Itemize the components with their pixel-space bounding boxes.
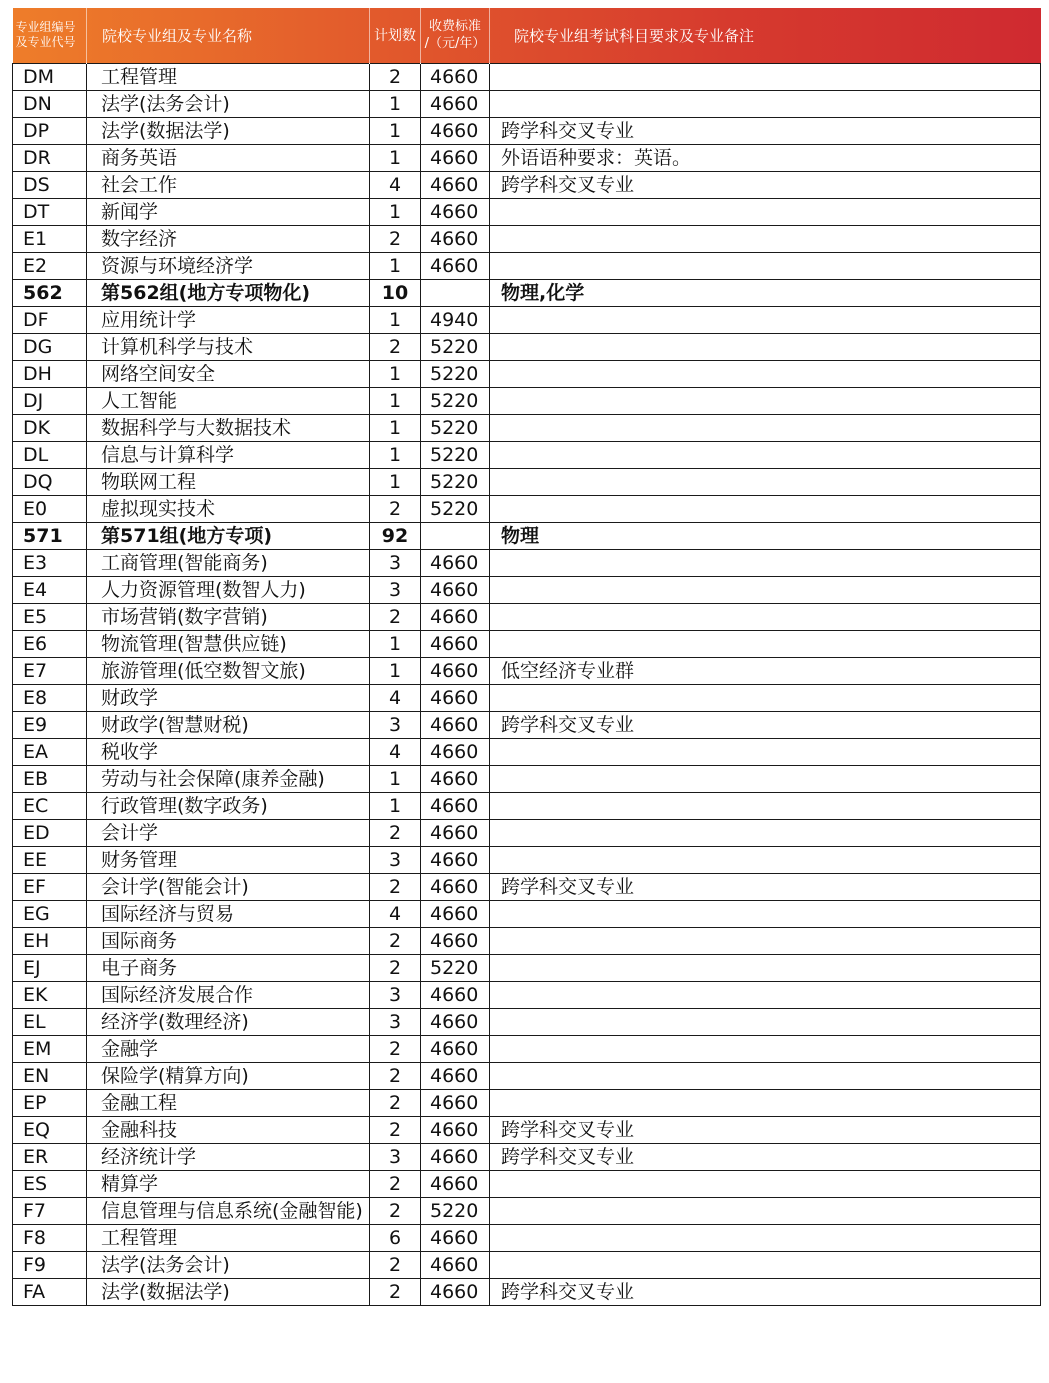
- cell-code: EK: [13, 981, 87, 1008]
- cell-name: 行政管理(数字政务): [87, 792, 370, 819]
- table-row: [13, 225, 1041, 252]
- cell-note: [490, 306, 1041, 333]
- cell-code: E6: [13, 630, 87, 657]
- cell-name: 法学(法务会计): [87, 90, 370, 117]
- cell-note: 物理: [490, 522, 1041, 549]
- cell-plan: 3: [370, 549, 421, 576]
- cell-name: 新闻学: [87, 198, 370, 225]
- cell-name: 法学(数据法学): [87, 117, 370, 144]
- cell-fee: 4660: [421, 90, 490, 117]
- cell-plan: 2: [370, 63, 421, 90]
- cell-plan: 2: [370, 1116, 421, 1143]
- cell-name: 金融工程: [87, 1089, 370, 1116]
- cell-name: 财务管理: [87, 846, 370, 873]
- cell-note: [490, 819, 1041, 846]
- cell-note: [490, 792, 1041, 819]
- table-row: [13, 1116, 1041, 1143]
- table-row: [13, 1008, 1041, 1035]
- cell-fee: 5220: [421, 387, 490, 414]
- cell-code: DS: [13, 171, 87, 198]
- cell-fee: 4660: [421, 1278, 490, 1305]
- cell-code: DG: [13, 333, 87, 360]
- cell-code: EL: [13, 1008, 87, 1035]
- cell-plan: 1: [370, 90, 421, 117]
- cell-name: 数字经济: [87, 225, 370, 252]
- table-row: [13, 90, 1041, 117]
- cell-fee: 4660: [421, 1035, 490, 1062]
- cell-code: 562: [13, 279, 87, 306]
- cell-fee: 4660: [421, 1008, 490, 1035]
- table-row: [13, 468, 1041, 495]
- cell-plan: 2: [370, 873, 421, 900]
- cell-plan: 1: [370, 414, 421, 441]
- cell-fee: 4660: [421, 657, 490, 684]
- cell-plan: 1: [370, 252, 421, 279]
- table-row: [13, 738, 1041, 765]
- cell-code: EH: [13, 927, 87, 954]
- table-row: [13, 630, 1041, 657]
- cell-plan: 2: [370, 603, 421, 630]
- cell-note: 跨学科交叉专业: [490, 1278, 1041, 1305]
- cell-code: EP: [13, 1089, 87, 1116]
- cell-note: [490, 1089, 1041, 1116]
- header-name: 院校专业组及专业名称: [87, 8, 370, 63]
- cell-note: [490, 927, 1041, 954]
- cell-note: [490, 576, 1041, 603]
- cell-fee: 4660: [421, 63, 490, 90]
- table-row: [13, 684, 1041, 711]
- cell-name: 信息管理与信息系统(金融智能): [87, 1197, 370, 1224]
- cell-plan: 1: [370, 630, 421, 657]
- header-code-line2: 及专业代号: [15, 35, 76, 50]
- cell-plan: 3: [370, 981, 421, 1008]
- cell-code: E3: [13, 549, 87, 576]
- cell-plan: 4: [370, 900, 421, 927]
- cell-name: 金融学: [87, 1035, 370, 1062]
- cell-fee: 4660: [421, 765, 490, 792]
- cell-plan: 2: [370, 1251, 421, 1278]
- cell-name: 国际经济与贸易: [87, 900, 370, 927]
- table-row: [13, 1035, 1041, 1062]
- cell-name: 精算学: [87, 1170, 370, 1197]
- table-row: [13, 711, 1041, 738]
- cell-name: 商务英语: [87, 144, 370, 171]
- table-row: [13, 360, 1041, 387]
- cell-code: EA: [13, 738, 87, 765]
- cell-code: DR: [13, 144, 87, 171]
- cell-note: [490, 1008, 1041, 1035]
- cell-plan: 92: [370, 522, 421, 549]
- cell-note: [490, 1062, 1041, 1089]
- cell-note: [490, 684, 1041, 711]
- cell-plan: 2: [370, 495, 421, 522]
- cell-plan: 3: [370, 1143, 421, 1170]
- cell-plan: 3: [370, 1008, 421, 1035]
- cell-fee: 4660: [421, 144, 490, 171]
- cell-fee: 4660: [421, 117, 490, 144]
- cell-fee: 4660: [421, 900, 490, 927]
- table-row: [13, 414, 1041, 441]
- cell-name: 人工智能: [87, 387, 370, 414]
- cell-name: 工程管理: [87, 1224, 370, 1251]
- cell-fee: 4660: [421, 1062, 490, 1089]
- cell-code: DJ: [13, 387, 87, 414]
- cell-plan: 1: [370, 657, 421, 684]
- table-row: [13, 846, 1041, 873]
- cell-name: 金融科技: [87, 1116, 370, 1143]
- header-fee: [421, 8, 490, 63]
- cell-plan: 2: [370, 1089, 421, 1116]
- table-row: [13, 198, 1041, 225]
- cell-note: [490, 549, 1041, 576]
- cell-fee: 5220: [421, 468, 490, 495]
- cell-plan: 2: [370, 1062, 421, 1089]
- admission-plan-table: [12, 8, 1041, 1306]
- cell-fee: [421, 279, 490, 306]
- cell-note: [490, 603, 1041, 630]
- cell-note: 跨学科交叉专业: [490, 171, 1041, 198]
- cell-fee: [421, 522, 490, 549]
- cell-name: 劳动与社会保障(康养金融): [87, 765, 370, 792]
- cell-fee: 4660: [421, 1143, 490, 1170]
- cell-plan: 4: [370, 171, 421, 198]
- cell-note: [490, 252, 1041, 279]
- cell-plan: 6: [370, 1224, 421, 1251]
- table-row: [13, 900, 1041, 927]
- cell-name: 旅游管理(低空数智文旅): [87, 657, 370, 684]
- cell-fee: 5220: [421, 1197, 490, 1224]
- cell-plan: 2: [370, 1035, 421, 1062]
- table-row: [13, 1143, 1041, 1170]
- cell-code: EQ: [13, 1116, 87, 1143]
- cell-plan: 3: [370, 576, 421, 603]
- cell-code: E2: [13, 252, 87, 279]
- cell-name: 物联网工程: [87, 468, 370, 495]
- cell-fee: 4660: [421, 819, 490, 846]
- header-fee-line2: /（元/年）: [424, 36, 486, 52]
- cell-note: [490, 900, 1041, 927]
- cell-fee: 5220: [421, 414, 490, 441]
- cell-code: E8: [13, 684, 87, 711]
- cell-name: 经济统计学: [87, 1143, 370, 1170]
- cell-plan: 1: [370, 117, 421, 144]
- cell-fee: 4660: [421, 1116, 490, 1143]
- cell-note: [490, 360, 1041, 387]
- table-row: [13, 144, 1041, 171]
- cell-note: 跨学科交叉专业: [490, 873, 1041, 900]
- cell-plan: 4: [370, 684, 421, 711]
- cell-note: [490, 333, 1041, 360]
- cell-code: EM: [13, 1035, 87, 1062]
- cell-note: [490, 90, 1041, 117]
- table-body: [13, 63, 1041, 1305]
- cell-plan: 1: [370, 306, 421, 333]
- admission-plan-table-wrapper: [12, 8, 1040, 1306]
- cell-name: 物流管理(智慧供应链): [87, 630, 370, 657]
- cell-plan: 1: [370, 765, 421, 792]
- table-row: [13, 927, 1041, 954]
- table-row: [13, 657, 1041, 684]
- table-header-row: [13, 8, 1041, 63]
- cell-code: DN: [13, 90, 87, 117]
- cell-code: E1: [13, 225, 87, 252]
- cell-plan: 1: [370, 198, 421, 225]
- cell-fee: 4660: [421, 1170, 490, 1197]
- cell-code: EB: [13, 765, 87, 792]
- cell-note: [490, 954, 1041, 981]
- cell-fee: 4660: [421, 684, 490, 711]
- cell-plan: 3: [370, 711, 421, 738]
- cell-fee: 4660: [421, 711, 490, 738]
- cell-note: [490, 981, 1041, 1008]
- cell-plan: 2: [370, 954, 421, 981]
- cell-fee: 4660: [421, 171, 490, 198]
- cell-code: ED: [13, 819, 87, 846]
- cell-code: 571: [13, 522, 87, 549]
- cell-fee: 4660: [421, 981, 490, 1008]
- cell-name: 网络空间安全: [87, 360, 370, 387]
- table-row: [13, 306, 1041, 333]
- cell-plan: 1: [370, 792, 421, 819]
- cell-fee: 4660: [421, 1224, 490, 1251]
- cell-fee: 4660: [421, 603, 490, 630]
- header-fee-line1: 收费标准: [428, 19, 481, 35]
- cell-note: [490, 630, 1041, 657]
- table-row: [13, 387, 1041, 414]
- cell-name: 税收学: [87, 738, 370, 765]
- table-row: [13, 1170, 1041, 1197]
- cell-fee: 4660: [421, 576, 490, 603]
- cell-name: 保险学(精算方向): [87, 1062, 370, 1089]
- cell-note: 物理,化学: [490, 279, 1041, 306]
- cell-code: DK: [13, 414, 87, 441]
- cell-fee: 5220: [421, 360, 490, 387]
- cell-name: 市场营销(数字营销): [87, 603, 370, 630]
- cell-note: [490, 738, 1041, 765]
- cell-name: 资源与环境经济学: [87, 252, 370, 279]
- cell-code: EF: [13, 873, 87, 900]
- cell-code: DH: [13, 360, 87, 387]
- cell-name: 信息与计算科学: [87, 441, 370, 468]
- cell-fee: 4660: [421, 225, 490, 252]
- cell-name: 第562组(地方专项物化): [87, 279, 370, 306]
- cell-plan: 1: [370, 441, 421, 468]
- cell-note: [490, 63, 1041, 90]
- cell-plan: 1: [370, 387, 421, 414]
- cell-fee: 4660: [421, 1089, 490, 1116]
- table-row: [13, 63, 1041, 90]
- table-row: [13, 954, 1041, 981]
- cell-plan: 2: [370, 225, 421, 252]
- cell-note: 跨学科交叉专业: [490, 117, 1041, 144]
- cell-fee: 4660: [421, 1251, 490, 1278]
- header-plan: 计划数: [370, 8, 421, 63]
- cell-name: 计算机科学与技术: [87, 333, 370, 360]
- cell-note: [490, 468, 1041, 495]
- cell-name: 会计学(智能会计): [87, 873, 370, 900]
- cell-note: 跨学科交叉专业: [490, 711, 1041, 738]
- cell-note: [490, 414, 1041, 441]
- header-code-line1: 专业组编号: [15, 20, 76, 35]
- cell-fee: 4660: [421, 873, 490, 900]
- cell-code: EE: [13, 846, 87, 873]
- cell-fee: 4660: [421, 927, 490, 954]
- cell-name: 应用统计学: [87, 306, 370, 333]
- cell-fee: 4660: [421, 252, 490, 279]
- cell-name: 国际商务: [87, 927, 370, 954]
- cell-note: [490, 198, 1041, 225]
- cell-fee: 4660: [421, 549, 490, 576]
- cell-name: 工商管理(智能商务): [87, 549, 370, 576]
- cell-fee: 4660: [421, 846, 490, 873]
- cell-note: [490, 387, 1041, 414]
- table-row: [13, 873, 1041, 900]
- cell-plan: 2: [370, 1278, 421, 1305]
- cell-code: FA: [13, 1278, 87, 1305]
- table-row: [13, 819, 1041, 846]
- table-row: [13, 441, 1041, 468]
- cell-note: 跨学科交叉专业: [490, 1116, 1041, 1143]
- table-row: [13, 765, 1041, 792]
- cell-name: 国际经济发展合作: [87, 981, 370, 1008]
- table-row: [13, 981, 1041, 1008]
- cell-note: [490, 846, 1041, 873]
- cell-fee: 5220: [421, 495, 490, 522]
- table-row: [13, 603, 1041, 630]
- cell-note: [490, 1251, 1041, 1278]
- cell-note: 低空经济专业群: [490, 657, 1041, 684]
- header-note: 院校专业组考试科目要求及专业备注: [514, 26, 755, 45]
- cell-plan: 3: [370, 846, 421, 873]
- cell-code: DT: [13, 198, 87, 225]
- table-row: [13, 1224, 1041, 1251]
- table-row: [13, 576, 1041, 603]
- cell-name: 人力资源管理(数智人力): [87, 576, 370, 603]
- cell-code: DL: [13, 441, 87, 468]
- cell-name: 会计学: [87, 819, 370, 846]
- cell-code: ER: [13, 1143, 87, 1170]
- cell-note: [490, 1224, 1041, 1251]
- table-row: [13, 1251, 1041, 1278]
- table-row: [13, 333, 1041, 360]
- cell-note: [490, 441, 1041, 468]
- cell-name: 电子商务: [87, 954, 370, 981]
- cell-fee: 5220: [421, 441, 490, 468]
- cell-note: [490, 1035, 1041, 1062]
- cell-code: E7: [13, 657, 87, 684]
- cell-code: E5: [13, 603, 87, 630]
- table-row: [13, 495, 1041, 522]
- cell-code: E4: [13, 576, 87, 603]
- table-row: [13, 549, 1041, 576]
- group-row: [13, 522, 1041, 549]
- table-row: [13, 1089, 1041, 1116]
- cell-note: [490, 1197, 1041, 1224]
- cell-name: 第571组(地方专项): [87, 522, 370, 549]
- cell-note: [490, 765, 1041, 792]
- cell-plan: 10: [370, 279, 421, 306]
- table-row: [13, 252, 1041, 279]
- cell-code: E0: [13, 495, 87, 522]
- cell-plan: 2: [370, 1197, 421, 1224]
- cell-note: 跨学科交叉专业: [490, 1143, 1041, 1170]
- cell-fee: 4940: [421, 306, 490, 333]
- cell-fee: 5220: [421, 333, 490, 360]
- cell-code: F9: [13, 1251, 87, 1278]
- table-row: [13, 1062, 1041, 1089]
- table-row: [13, 792, 1041, 819]
- cell-code: ES: [13, 1170, 87, 1197]
- cell-name: 法学(数据法学): [87, 1278, 370, 1305]
- cell-name: 财政学(智慧财税): [87, 711, 370, 738]
- cell-code: DP: [13, 117, 87, 144]
- table-row: [13, 1278, 1041, 1305]
- cell-name: 法学(法务会计): [87, 1251, 370, 1278]
- cell-code: EC: [13, 792, 87, 819]
- cell-name: 数据科学与大数据技术: [87, 414, 370, 441]
- cell-plan: 2: [370, 1170, 421, 1197]
- cell-code: DQ: [13, 468, 87, 495]
- cell-fee: 4660: [421, 630, 490, 657]
- cell-code: F7: [13, 1197, 87, 1224]
- cell-fee: 5220: [421, 954, 490, 981]
- cell-fee: 4660: [421, 792, 490, 819]
- cell-name: 社会工作: [87, 171, 370, 198]
- group-row: [13, 279, 1041, 306]
- cell-note: [490, 225, 1041, 252]
- cell-name: 经济学(数理经济): [87, 1008, 370, 1035]
- cell-plan: 2: [370, 819, 421, 846]
- cell-code: EG: [13, 900, 87, 927]
- cell-plan: 2: [370, 333, 421, 360]
- cell-plan: 1: [370, 360, 421, 387]
- table-row: [13, 1197, 1041, 1224]
- cell-fee: 4660: [421, 198, 490, 225]
- cell-name: 虚拟现实技术: [87, 495, 370, 522]
- cell-name: 工程管理: [87, 63, 370, 90]
- cell-code: E9: [13, 711, 87, 738]
- table-row: [13, 117, 1041, 144]
- cell-note: 外语语种要求：英语。: [490, 144, 1041, 171]
- header-code: [13, 8, 87, 63]
- cell-note: [490, 495, 1041, 522]
- cell-code: EN: [13, 1062, 87, 1089]
- cell-plan: 4: [370, 738, 421, 765]
- cell-plan: 1: [370, 144, 421, 171]
- cell-plan: 1: [370, 468, 421, 495]
- cell-code: EJ: [13, 954, 87, 981]
- cell-note: [490, 1170, 1041, 1197]
- cell-plan: 2: [370, 927, 421, 954]
- cell-code: DM: [13, 63, 87, 90]
- cell-fee: 4660: [421, 738, 490, 765]
- table-row: [13, 171, 1041, 198]
- cell-code: DF: [13, 306, 87, 333]
- cell-code: F8: [13, 1224, 87, 1251]
- cell-name: 财政学: [87, 684, 370, 711]
